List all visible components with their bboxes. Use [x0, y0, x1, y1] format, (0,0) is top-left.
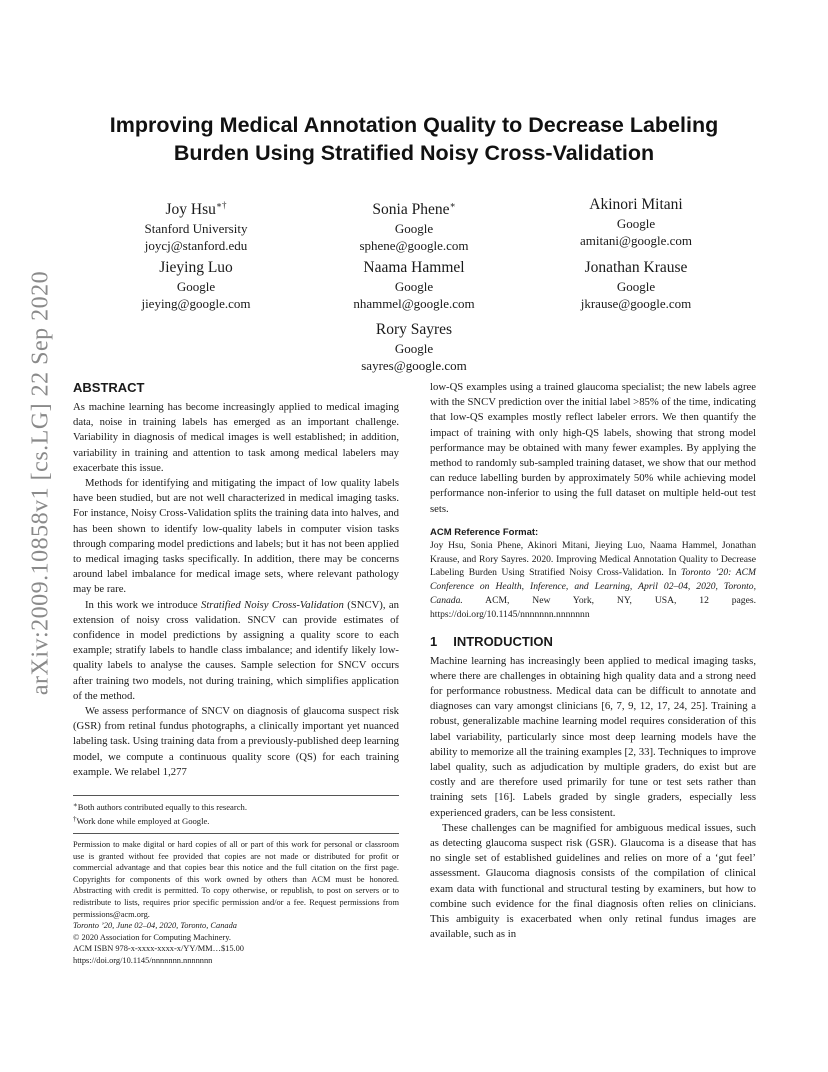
paper-title	[80, 111, 748, 167]
author-block	[536, 195, 736, 249]
title-line-1: Improving Medical Annotation Quality to Decrease Labeling	[109, 113, 719, 137]
author-block	[536, 258, 736, 312]
author-block	[96, 195, 296, 254]
author-email[interactable]: amitani@google.com	[580, 233, 692, 248]
abstract-heading: ABSTRACT	[73, 380, 145, 395]
intro-paragraph: Machine learning has increasingly been applied to medical imaging tasks, where there are challenges in obtaining high quality data and a strong need for performance robustness. Medical data can be difficult to annotate and diagnoses can vary amongst clinicians [6, 7, 9, 12, 17, 24, 25]. Training a robust, generalizable machine learning model requires consideration of this label variability, particularly since most deep learning models have the ability to memorize all the training examples [2, 33]. Techniques to improve label quality, such as adjudication by multiple graders, do exist but are costly and are therefore used primarily for tune or test sets rather than training sets [16]. Labels graded by single graders, especially less experienced graders, can be less consistent.	[430, 654, 756, 819]
author-email[interactable]: sphene@google.com	[359, 238, 469, 254]
permission-text: Permission to make digital or hard copies of all or part of this work for personal or classroom use is granted without fee provided that copies are not made or distributed for profit or commercial advantage and that copies bear this notice and the full citation on the first page. Copyrights for components of this work owned by others than ACM must be honored. Abstracting with credit is permitted. To copy otherwise, or republish, to post on servers or to redistribute to lists, requires prior specific permission and/or a fee. Request permissions from permissions@acm.org.	[73, 840, 399, 919]
author-affiliation: Google	[616, 216, 656, 231]
right-column	[430, 380, 756, 942]
footnote: ∗Both authors contributed equally to this research.	[73, 801, 247, 812]
author-name: Rory Sayres	[375, 321, 453, 338]
isbn-line: ACM ISBN 978-x-xxxx-xxxx-x/YY/MM…$15.00	[73, 944, 244, 954]
author-block	[96, 258, 296, 312]
acm-reference-text: Joy Hsu, Sonia Phene, Akinori Mitani, Jieying Luo, Naama Hammel, Jonathan Krause, and Rory Sayres. 2020. Improving Medical Annotation Quality to Decrease Labeling Burden Using Stratified Noisy Cross-Validation. In Toronto ’20: ACM Conference on Health, Inference, and Learning, April 02–04, 2020, Toronto, Canada. ACM, New York, NY, USA, 12 pages. https://doi.org/10.1145/nnnnnnn.nnnnnnn	[430, 539, 756, 620]
footnote: †Work done while employed at Google.	[73, 815, 210, 826]
author-email[interactable]: sayres@google.com	[361, 358, 467, 373]
author-name: Sonia Phene∗	[372, 200, 456, 219]
author-email[interactable]: jkrause@google.com	[580, 296, 692, 311]
left-column	[73, 380, 399, 780]
author-affiliation: Google	[394, 279, 434, 294]
permission-notice	[73, 833, 399, 967]
author-name: Jonathan Krause	[584, 259, 688, 276]
title-line-2: Burden Using Stratified Noisy Cross-Validation	[173, 141, 655, 165]
arxiv-identifier: arXiv:2009.10858v1 [cs.LG] 22 Sep 2020	[27, 270, 54, 696]
author-block	[314, 320, 514, 374]
introduction-heading: 1 INTRODUCTION	[430, 633, 553, 649]
author-block	[314, 258, 514, 312]
footnotes	[73, 795, 399, 827]
author-affiliation: Google	[394, 221, 434, 237]
author-email[interactable]: jieying@google.com	[141, 296, 251, 311]
author-affiliation: Stanford University	[144, 221, 248, 237]
author-block	[314, 195, 514, 254]
doi-link[interactable]: https://doi.org/10.1145/nnnnnnn.nnnnnnn	[73, 955, 213, 965]
copyright-line: © 2020 Association for Computing Machinery.	[73, 932, 231, 942]
author-name: Naama Hammel	[363, 259, 465, 276]
abstract-paragraph: low-QS examples using a trained glaucoma specialist; the new labels agree with the SNCV prediction over the initial label >85% of the time, indicating that low-QS examples mostly reflect labeler errors. We then quantify the impact of training with only high-QS labels, showing that strong model performance may be obtained with many fewer examples. By applying the method to randomly sub-sampled training dataset, we show that our method can reduce labelling burden by approximately 50% while achieving model performance non-inferior to using the full dataset on multiple held-out test sets.	[430, 381, 756, 515]
author-affiliation: Google	[394, 341, 434, 356]
abstract-paragraph: We assess performance of SNCV on diagnosis of glaucoma suspect risk (GSR) from retinal fundus photographs, a clinically important yet nuanced labeling task. Using training data from a previously-published deep learning model, we compute a continuous quality score (QS) for each training example. We relabel 1,277	[73, 705, 399, 778]
abstract-paragraph: In this work we introduce Stratified Noisy Cross-Validation (SNCV), an extension of noisy cross validation. SNCV can provide estimates of confidence in model predictions by assigning a quality score to each example; stratify labels to handle class imbalance; and identify likely low-quality labels to analyse the causes. Sample selection for SNCV occurs after training two models, not during training, which simplifies application of the method.	[73, 598, 399, 702]
acm-reference-heading: ACM Reference Format:	[430, 526, 539, 538]
author-email[interactable]: joycj@stanford.edu	[144, 238, 248, 254]
intro-paragraph: These challenges can be magnified for ambiguous medical issues, such as detecting glaucoma suspect risk (GSR). Glaucoma is a disease that has no single set of established guidelines and relies on more of a ‘gut feel’ assessment. Glaucoma diagnosis consists of the compilation of clinical exam data with functional and structural testing by examiners, but how to combine such evidence for the final diagnosis often relies on clinicians. This ambiguity is exacerbated when only retinal fundus images are available, such as in	[430, 821, 756, 941]
author-affiliation: Google	[616, 279, 656, 294]
author-affiliation: Google	[176, 279, 216, 294]
arxiv-stamp	[18, 270, 64, 696]
abstract-paragraph: As machine learning has become increasingly applied to medical imaging data, noise in training labels has emerged as an important challenge. Variability in diagnosis of medical images is well established; in addition, variability in training and attention to task among medical labelers may exacerbate this issue.	[73, 401, 399, 474]
author-name: Joy Hsu∗†	[165, 200, 227, 219]
author-email[interactable]: nhammel@google.com	[353, 296, 475, 311]
conference-line: Toronto ’20, June 02–04, 2020, Toronto, Canada	[73, 921, 237, 931]
abstract-paragraph: Methods for identifying and mitigating the impact of low quality labels have been studied, but are not well characterized in medical imaging tasks. For instance, Noisy Cross-Validation splits the training data into halves, and has been shown to identify low-quality labels in computer vision tasks through comparing model predictions and labels; but it has not been applied to medical imaging tasks specifically. In addition, there may be concerns around label imbalance for medical image sets, where relevant pathology may be rare.	[73, 477, 399, 596]
author-name: Jieying Luo	[159, 259, 233, 276]
author-name: Akinori Mitani	[589, 196, 683, 213]
